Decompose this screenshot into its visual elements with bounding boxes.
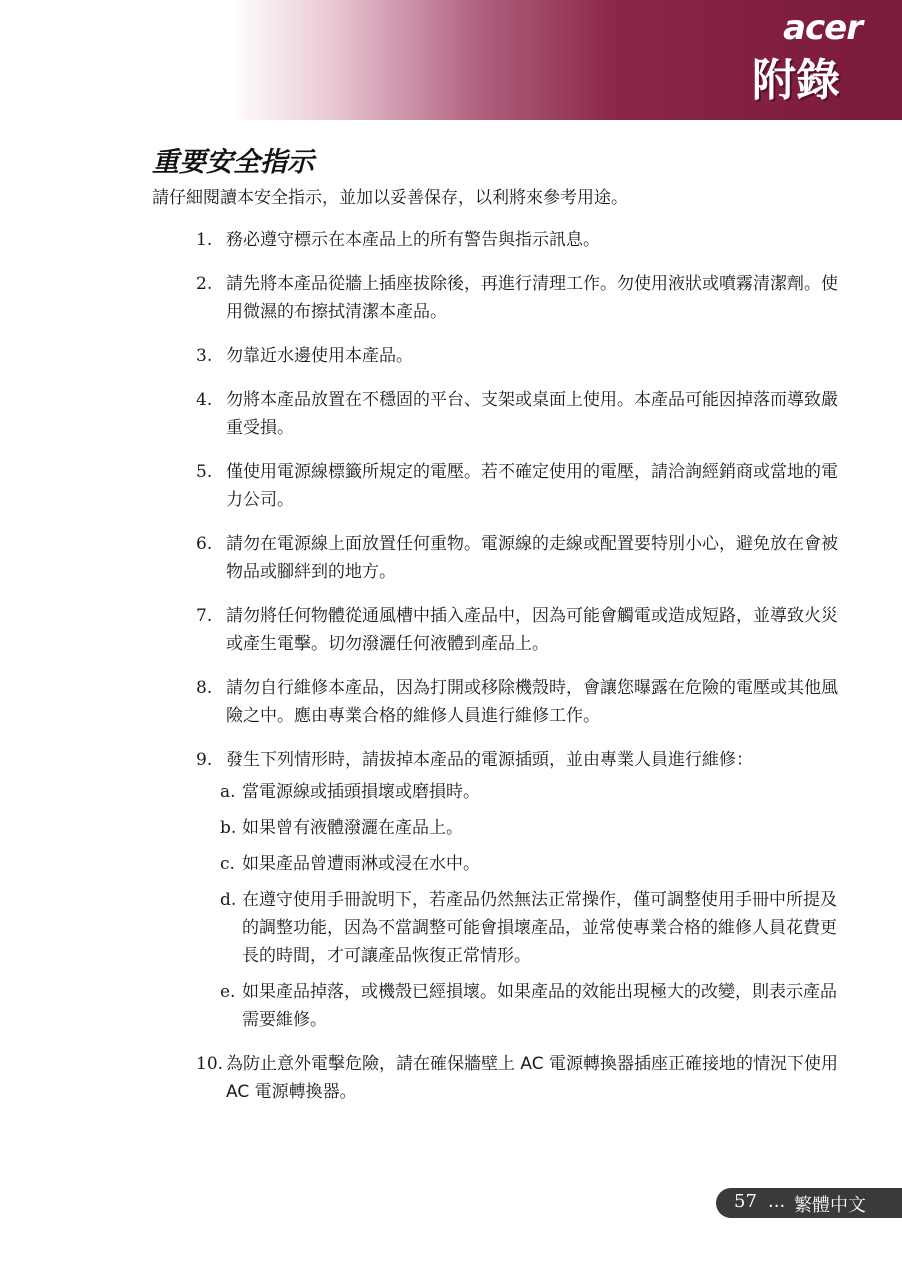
item-number: 10. <box>196 1054 224 1074</box>
page-number: 57 <box>734 1191 757 1212</box>
sub-item-letter: b. <box>220 818 237 838</box>
footer-page-tab <box>716 1188 902 1218</box>
item-text: 為防止意外電擊危險，請在確保牆壁上 AC 電源轉換器插座正確接地的情況下使用 AC 電源轉換器。 <box>226 1054 839 1102</box>
list-item <box>196 674 846 730</box>
sub-list <box>220 778 846 1034</box>
sub-list-item <box>220 886 846 970</box>
item-number: 3. <box>196 346 213 366</box>
sub-item-letter: e. <box>220 982 236 1002</box>
item-text: 務必遵守標示在本產品上的所有警告與指示訊息。 <box>226 230 600 250</box>
item-number: 8. <box>196 678 213 698</box>
item-text: 請勿將任何物體從通風槽中插入產品中，因為可能會觸電或造成短路，並導致火災或產生電擊。切勿潑灑任何液體到產品上。 <box>226 606 838 654</box>
list-item <box>196 602 846 658</box>
item-text: 勿靠近水邊使用本產品。 <box>226 346 413 366</box>
item-text: 請勿在電源線上面放置任何重物。電源線的走線或配置要特別小心，避免放在會被物品或腳絆到的地方。 <box>226 534 838 582</box>
item-number: 1. <box>196 230 213 250</box>
sub-item-text: 如果曾有液體潑灑在產品上。 <box>242 818 463 838</box>
item-text: 勿將本產品放置在不穩固的平台、支架或桌面上使用。本產品可能因掉落而導致嚴重受損。 <box>226 390 838 438</box>
sub-list-item <box>220 978 846 1034</box>
item-text: 僅使用電源線標籤所規定的電壓。若不確定使用的電壓，請洽詢經銷商或當地的電力公司。 <box>226 462 838 510</box>
list-item <box>196 342 846 370</box>
sub-item-text: 如果產品曾遭雨淋或浸在水中。 <box>242 854 480 874</box>
list-item <box>196 226 846 254</box>
sub-list-item <box>220 850 846 878</box>
language-label: 繁體中文 <box>794 1195 866 1216</box>
item-number: 2. <box>196 274 213 294</box>
item-number: 6. <box>196 534 213 554</box>
sub-list-item <box>220 814 846 842</box>
safety-instructions-list <box>196 226 846 1122</box>
item-number: 5. <box>196 462 213 482</box>
sub-item-text: 在遵守使用手冊說明下，若產品仍然無法正常操作，僅可調整使用手冊中所提及的調整功能，因為不當調整可能會損壞產品，並常使專業合格的維修人員花費更長的時間，才可讓產品恢復正常情形。 <box>242 890 837 966</box>
sub-item-letter: d. <box>220 890 237 910</box>
intro-paragraph: 請仔細閱讀本安全指示，並加以妥善保存，以利將來參考用途。 <box>152 188 628 208</box>
item-number: 7. <box>196 606 213 626</box>
sub-item-letter: c. <box>220 854 235 874</box>
list-item <box>196 1050 846 1106</box>
page-title: 重要安全指示 <box>152 147 314 178</box>
sub-list-item <box>220 778 846 806</box>
item-text: 請勿自行維修本產品，因為打開或移除機殼時，會讓您曝露在危險的電壓或其他風險之中。應由專業合格的維修人員進行維修工作。 <box>226 678 838 726</box>
item-number: 9. <box>196 750 213 770</box>
list-item <box>196 746 846 1034</box>
page-separator: ... <box>768 1191 786 1212</box>
section-title: 附錄 <box>752 55 840 106</box>
list-item <box>196 270 846 326</box>
list-item <box>196 386 846 442</box>
item-number: 4. <box>196 390 213 410</box>
list-item <box>196 530 846 586</box>
acer-logo: acer <box>783 8 862 48</box>
item-text: 發生下列情形時，請拔掉本產品的電源插頭，並由專業人員進行維修： <box>226 750 753 770</box>
sub-item-letter: a. <box>220 782 236 802</box>
sub-item-text: 如果產品掉落，或機殼已經損壞。如果產品的效能出現極大的改變，則表示產品需要維修。 <box>242 982 837 1030</box>
list-item <box>196 458 846 514</box>
sub-item-text: 當電源線或插頭損壞或磨損時。 <box>242 782 480 802</box>
item-text: 請先將本產品從牆上插座拔除後，再進行清理工作。勿使用液狀或噴霧清潔劑。使用微濕的布擦拭清潔本產品。 <box>226 274 838 322</box>
